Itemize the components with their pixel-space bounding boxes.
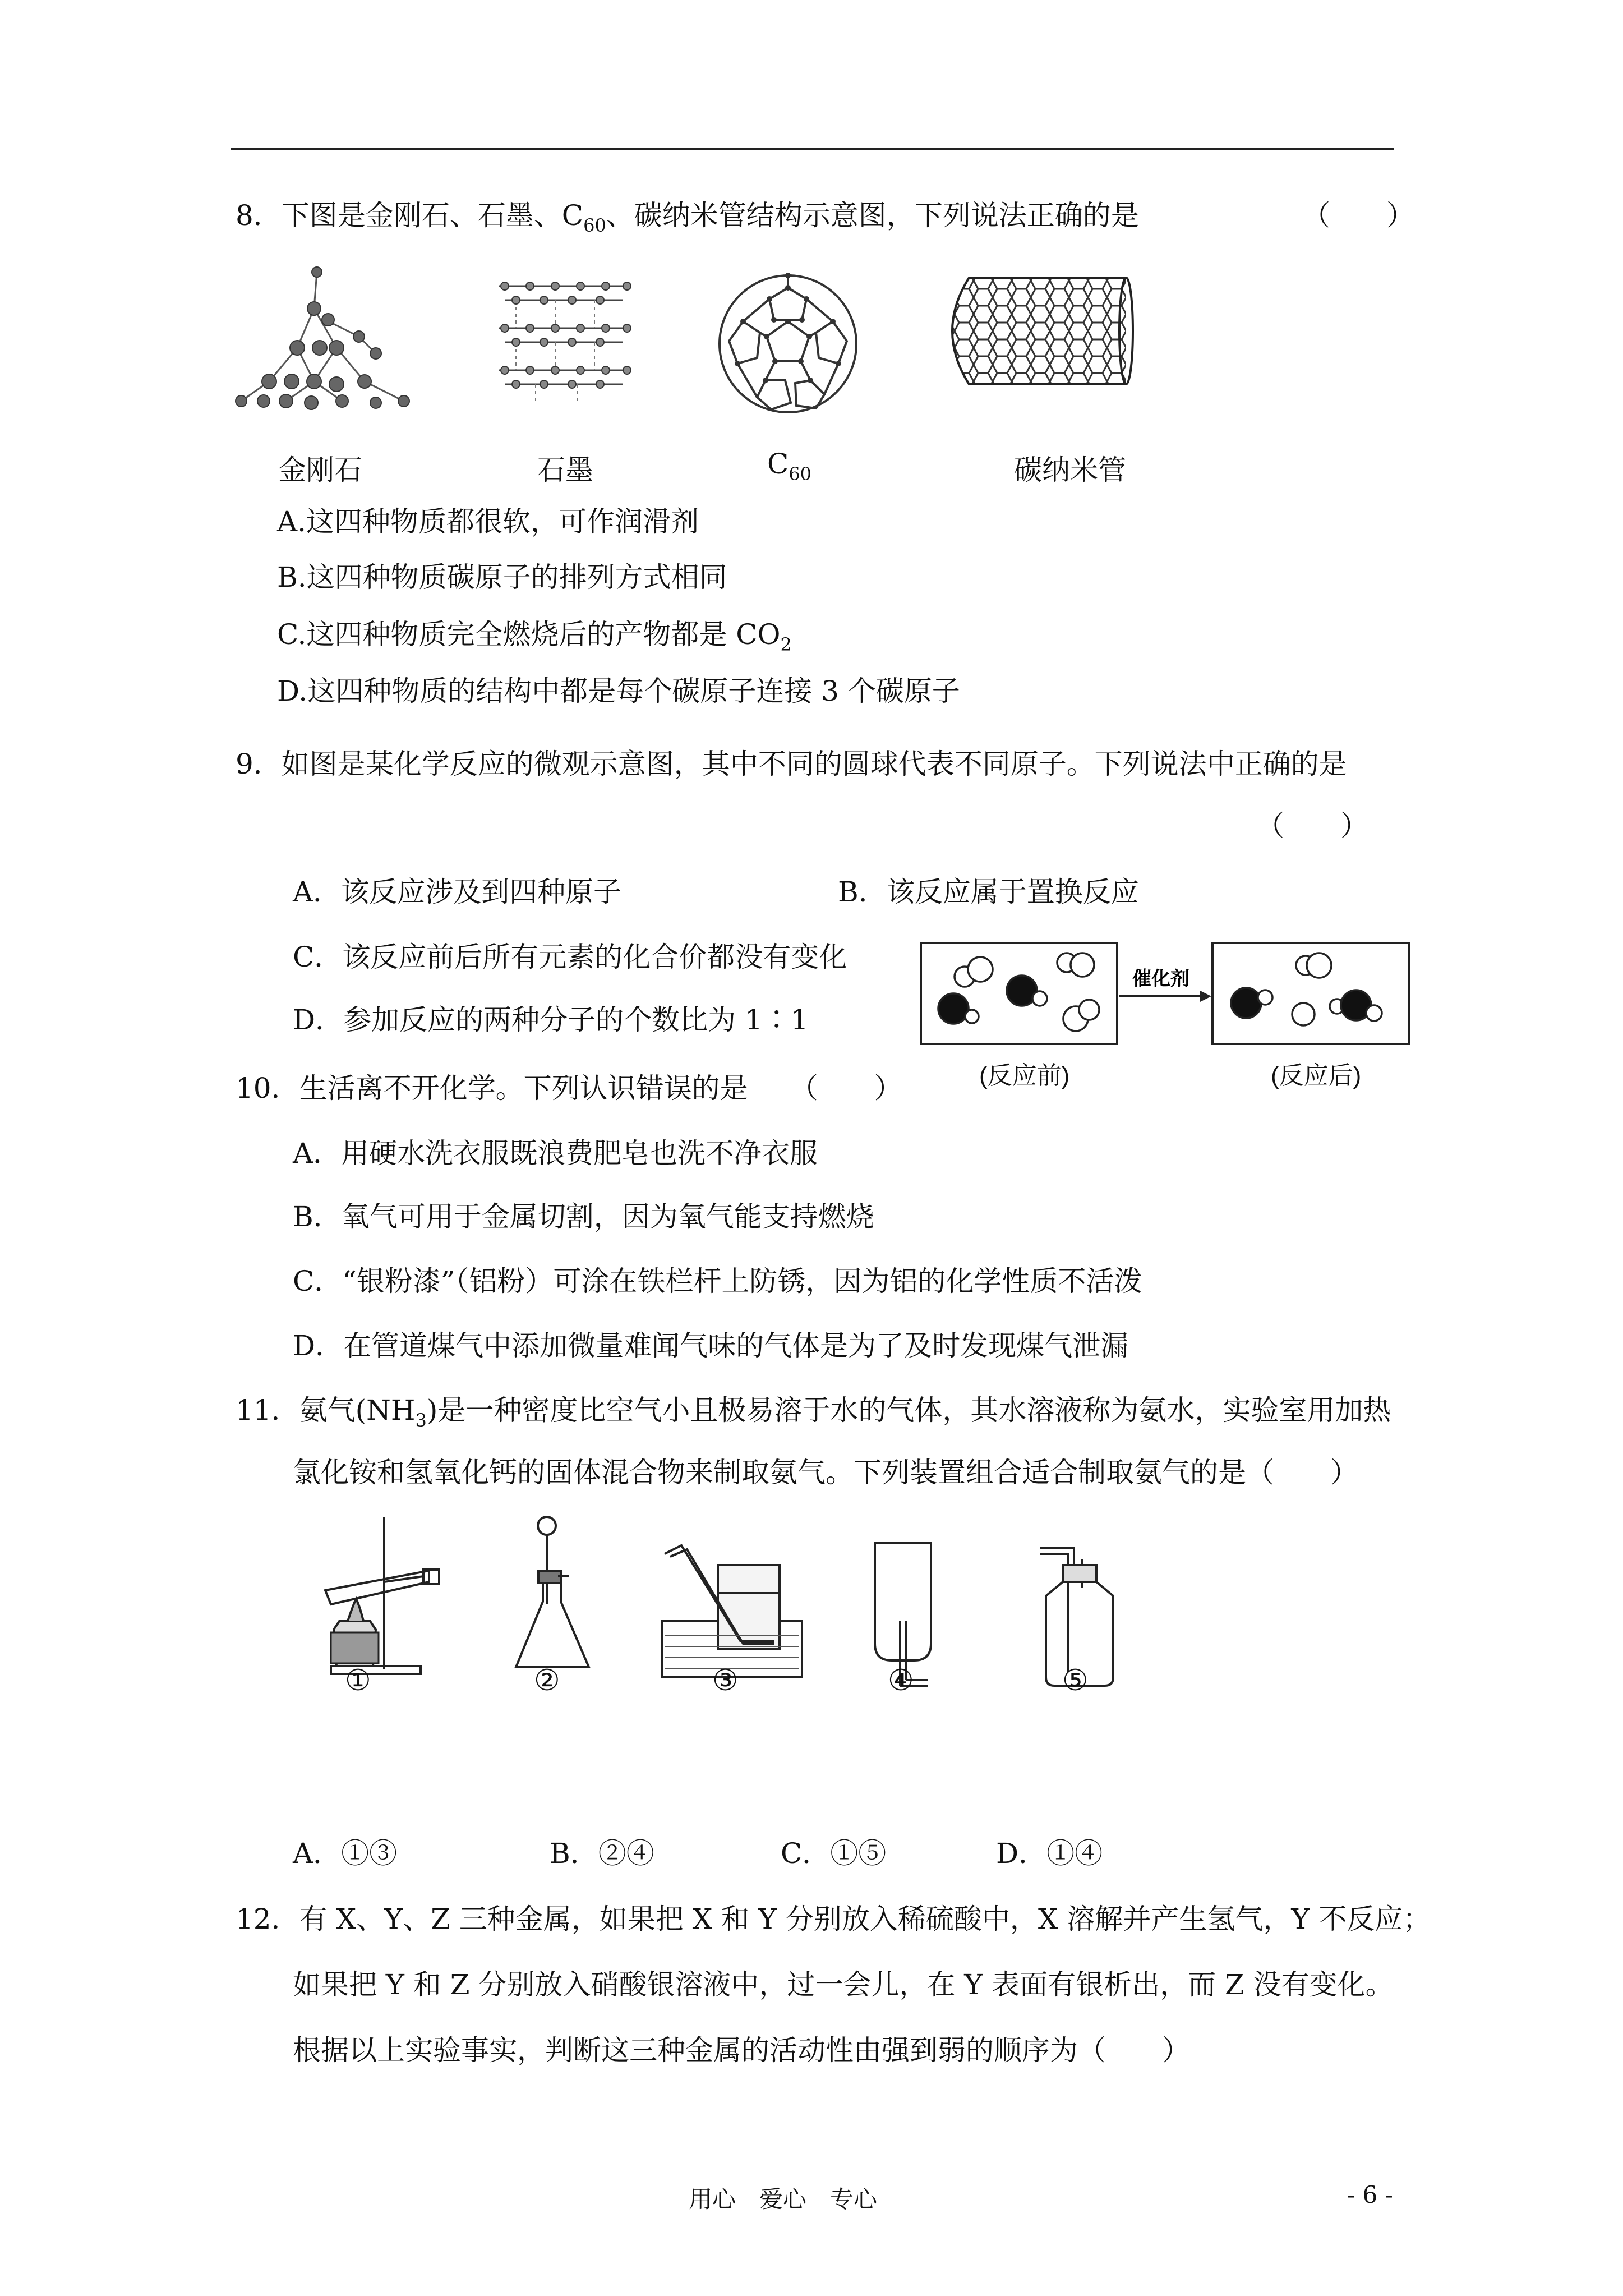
apparatus-label-4: ④ — [888, 1664, 914, 1697]
q12-line2: 如果把 Y 和 Z 分别放入硝酸银溶液中，过一会儿，在 Y 表面有银析出，而 Z 没有变化。 — [293, 1968, 1394, 2001]
graphite-structure-figure — [494, 275, 634, 409]
q9-option-b: B．该反应属于置换反应 — [838, 876, 1139, 908]
q8-stem: 8．下图是金刚石、石墨、$C_{60}$、碳纳米管结构示意图，下列说法正确的是 — [236, 199, 1139, 236]
q9-option-a: A．该反应涉及到四种原子 — [293, 876, 622, 908]
q8-option-c: C.这四种物质完全燃烧后的产物都是 $CO_2$ — [277, 618, 792, 655]
apparatus-label-5: ⑤ — [1062, 1664, 1089, 1697]
q9-option-d: D．参加反应的两种分子的个数比为 1∶1 — [293, 1004, 809, 1036]
q10-option-b: B．氧气可用于金属切割，因为氧气能支持燃烧 — [293, 1200, 874, 1233]
footer-motto: 用心 爱心 专心 — [689, 2185, 878, 2213]
apparatus-1-heating-tube — [314, 1515, 443, 1705]
q10-option-a: A．用硬水洗衣服既浪费肥皂也洗不净衣服 — [293, 1137, 818, 1170]
c60-structure-figure — [712, 268, 864, 420]
q11-option-a: A．①③ — [293, 1837, 398, 1870]
header-rule — [231, 148, 1394, 150]
after-label: (反应后) — [1271, 1062, 1362, 1089]
caption-c60: $C_{60}$ — [767, 448, 811, 485]
q12-line1: 12．有 X、Y、Z 三种金属，如果把 X 和 Y 分别放入稀硫酸中，X 溶解并产生氢气，Y 不反应； — [236, 1903, 1431, 1935]
page-number: - 6 - — [1347, 2181, 1393, 2208]
q9-stem: 9．如图是某化学反应的微观示意图，其中不同的圆球代表不同原子。下列说法中正确的是 — [236, 748, 1347, 780]
catalyst-label: 催化剂 — [1132, 968, 1189, 990]
q10-stem: 10．生活离不开化学。下列认识错误的是 （ ） — [236, 1072, 902, 1105]
caption-diamond: 金刚石 — [278, 454, 362, 486]
q11-stem-line2: 氯化铵和氢氧化钙的固体混合物来制取氨气。下列装置组合适合制取氨气的是（ ） — [293, 1456, 1358, 1489]
q8-option-d: D.这四种物质的结构中都是每个碳原子连接 3 个碳原子 — [277, 675, 960, 707]
caption-carbon-nanotube: 碳纳米管 — [1014, 454, 1126, 486]
q8-option-a: A.这四种物质都很软，可作润滑剂 — [277, 505, 699, 538]
q8-answer-bracket: （ ） — [1302, 199, 1414, 232]
q12-line3: 根据以上实验事实，判断这三种金属的活动性由强到弱的顺序为（ ） — [293, 2034, 1190, 2067]
caption-graphite: 石墨 — [537, 454, 593, 486]
q11-option-d: D．①④ — [996, 1837, 1103, 1870]
q11-stem-line1: 11．氨气$(NH_3)$是一种密度比空气小且极易溶于水的气体，其水溶液称为氨水，实验室用加热 — [236, 1394, 1391, 1431]
diamond-structure-figure — [230, 264, 421, 415]
apparatus-2-flask-funnel — [505, 1515, 617, 1700]
carbon-nanotube-figure — [935, 272, 1132, 395]
q9-option-c: C．该反应前后所有元素的化合价都没有变化 — [293, 941, 847, 973]
reaction-diagram — [920, 940, 1413, 1052]
q10-option-d: D．在管道煤气中添加微量难闻气味的气体是为了及时发现煤气泄漏 — [293, 1329, 1129, 1362]
q11-option-c: C．①⑤ — [781, 1837, 887, 1870]
apparatus-label-3: ③ — [712, 1664, 739, 1697]
apparatus-label-1: ① — [345, 1664, 371, 1697]
q8-option-b: B.这四种物质碳原子的排列方式相同 — [277, 561, 727, 593]
apparatus-label-2: ② — [534, 1664, 560, 1697]
before-label: (反应前) — [979, 1062, 1070, 1089]
q11-option-b: B．②④ — [550, 1837, 654, 1870]
q9-answer-bracket: （ ） — [1256, 809, 1368, 842]
q10-option-c: C．“银粉漆”（铝粉）可涂在铁栏杆上防锈，因为铝的化学性质不活泼 — [293, 1265, 1142, 1297]
